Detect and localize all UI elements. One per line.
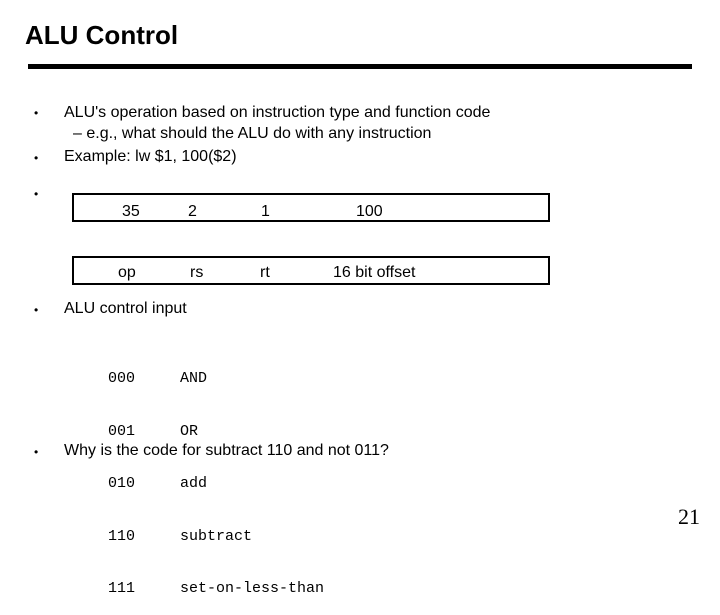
alu-code: 000 bbox=[108, 370, 136, 387]
field-value-rt: 1 bbox=[261, 203, 270, 220]
sub-bullet-eg: – e.g., what should the ALU do with any instruction bbox=[73, 125, 432, 142]
alu-code: 110 bbox=[108, 527, 136, 545]
title-divider bbox=[28, 64, 692, 69]
bullet-marker: • bbox=[34, 303, 39, 317]
alu-operation: subtract bbox=[180, 527, 253, 545]
field-value-op: 35 bbox=[122, 203, 140, 220]
alu-operation: OR bbox=[180, 422, 199, 440]
bullet-subtract-question: Why is the code for subtract 110 and not 011? bbox=[64, 442, 389, 459]
alu-code: 111 bbox=[108, 580, 136, 597]
alu-operation: add bbox=[180, 475, 208, 492]
alu-operation: set-on-less-than bbox=[180, 580, 325, 597]
alu-code-list bbox=[108, 335, 135, 615]
bullet-example: Example: lw $1, 100($2) bbox=[64, 148, 237, 165]
bullet-alu-control-input: ALU control input bbox=[64, 300, 187, 317]
alu-code: 001 bbox=[108, 422, 136, 440]
instruction-fields-box bbox=[72, 256, 550, 285]
bullet-alu-operation: ALU's operation based on instruction type and function code bbox=[64, 104, 491, 121]
instruction-values-box bbox=[72, 193, 550, 222]
bullet-marker: • bbox=[34, 445, 39, 459]
field-name-rt: rt bbox=[260, 264, 270, 281]
field-value-offset: 100 bbox=[356, 203, 383, 220]
page-number: 21 bbox=[678, 504, 700, 529]
field-value-rs: 2 bbox=[188, 203, 197, 220]
field-name-op: op bbox=[118, 264, 136, 281]
field-name-offset: 16 bit offset bbox=[333, 264, 416, 281]
bullet-marker: • bbox=[34, 106, 39, 120]
slide-title: ALU Control bbox=[25, 20, 179, 50]
bullet-marker: • bbox=[34, 187, 39, 201]
alu-code: 010 bbox=[108, 475, 136, 492]
bullet-marker: • bbox=[34, 151, 39, 165]
alu-operation-list bbox=[180, 335, 324, 615]
field-name-rs: rs bbox=[190, 264, 204, 281]
alu-operation: AND bbox=[180, 370, 208, 387]
